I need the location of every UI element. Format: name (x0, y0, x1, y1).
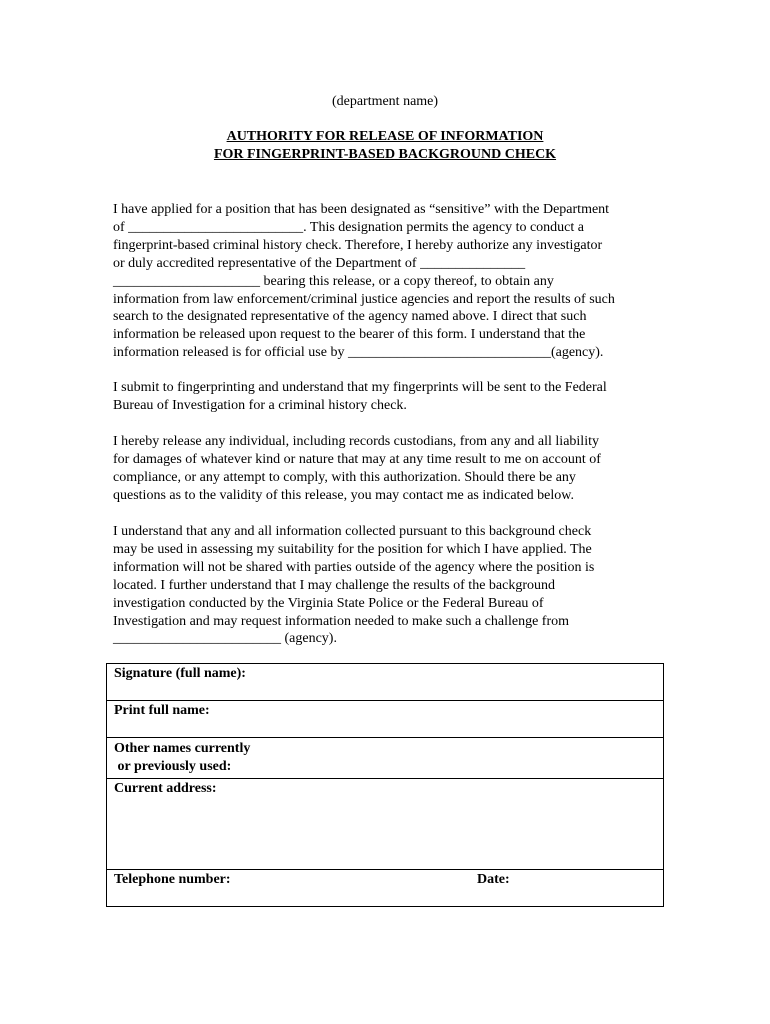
text-line: or duly accredited representative of the Department of _______________ (113, 255, 526, 271)
applicant-info-form (106, 663, 664, 907)
current-address-label: Current address: (114, 781, 217, 796)
other-names-label-line-2: or previously used: (114, 759, 232, 774)
text-line: for damages of whatever kind or nature that may at any time result to me on account of (113, 451, 601, 467)
signature-label: Signature (full name): (114, 666, 246, 681)
text-line: I submit to fingerprinting and understand that my fingerprints will be sent to the Federal (113, 380, 607, 395)
text-line: compliance, or any attempt to comply, with this authorization. Should there be any (113, 469, 576, 485)
telephone-label[interactable]: Telephone number: (114, 872, 231, 887)
text-line: information released is for official use by _____________________________(agency). (113, 345, 604, 361)
text-line: Investigation and may request information needed to make such a challenge from (113, 613, 570, 629)
text-line: information be released upon request to the bearer of this form. I understand that the (113, 327, 586, 343)
text-line: fingerprint-based criminal history check. Therefore, I hereby authorize any investigator (113, 237, 603, 253)
telephone-date-row (107, 870, 664, 907)
signature-field[interactable] (107, 664, 664, 701)
text-line: may be used in assessing my suitability for the position for which I have applied. The (113, 541, 592, 557)
print-name-label: Print full name: (114, 703, 210, 718)
text-line: ________________________ (agency). (113, 631, 337, 647)
text-line: I have applied for a position that has been designated as “sensitive” with the Department (113, 202, 610, 217)
text-line: investigation conducted by the Virginia State Police or the Federal Bureau of (113, 595, 544, 611)
text-line: search to the designated representative of the agency named above. I direct that such (113, 309, 587, 325)
text-line: information will not be shared with parties outside of the agency where the position is (113, 559, 595, 575)
paragraph-understanding (113, 523, 673, 648)
paragraph-release (113, 433, 673, 505)
text-line: I hereby release any individual, including records custodians, from any and all liability (113, 434, 599, 449)
text-line: of _________________________. This designation permits the agency to conduct a (113, 219, 585, 235)
title-line-1: AUTHORITY FOR RELEASE OF INFORMATION (226, 129, 544, 144)
other-names-label-line-1: Other names currently (114, 741, 251, 756)
text-line: I understand that any and all information collected pursuant to this background check (113, 524, 592, 539)
text-line: Bureau of Investigation for a criminal history check. (113, 397, 407, 413)
paragraph-authorization (113, 201, 673, 362)
department-name: (department name) (331, 94, 439, 109)
text-line: _____________________ bearing this release, or a copy thereof, to obtain any (113, 273, 554, 289)
current-address-field[interactable] (107, 779, 664, 870)
text-line: information from law enforcement/criminal justice agencies and report the results of such (113, 291, 615, 307)
date-label[interactable]: Date: (477, 872, 510, 887)
print-name-field[interactable] (107, 701, 664, 738)
title-line-2: FOR FINGERPRINT-BASED BACKGROUND CHECK (213, 147, 557, 162)
paragraph-fingerprinting (113, 379, 673, 415)
text-line: located. I further understand that I may challenge the results of the background (113, 577, 556, 593)
other-names-field[interactable] (107, 738, 664, 779)
text-line: questions as to the validity of this release, you may contact me as indicated below. (113, 487, 574, 503)
